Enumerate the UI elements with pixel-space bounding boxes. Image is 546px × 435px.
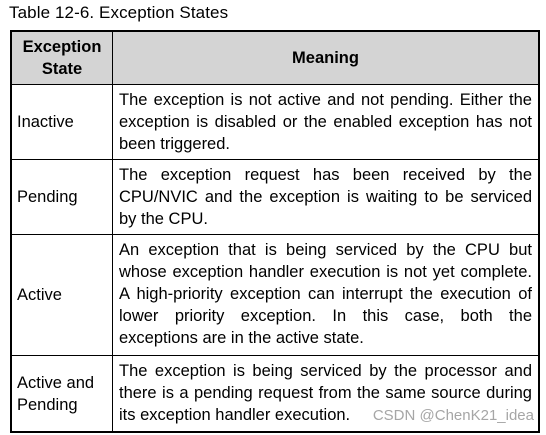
table-row [12,235,539,356]
state-line2: Pending [17,395,78,414]
meaning-cell: The exception request has been received by the CPU/NVIC and the exception is waiting to be serviced by the CPU. [113,160,539,235]
meaning-cell: An exception that is being serviced by the CPU but whose exception handler execution is not yet complete. A high-priority exception can interrupt the execution of lower priority exception. In this case, both the exceptions are in the active state. [113,235,539,356]
watermark: CSDN @ChenK21_idea [372,407,534,424]
table-header-row [12,32,539,85]
table-row [12,85,539,160]
header-state-line2: State [41,60,83,78]
meaning-cell: The exception is not active and not pending. Either the exception is disabled or the enabled exception has not been triggered. [113,85,539,160]
header-meaning: Meaning [113,32,539,85]
state-cell: Active [12,235,113,356]
header-exception-state [12,32,113,85]
header-state-line1: Exception [22,38,102,56]
exception-states-table [11,31,539,432]
state-cell: Pending [12,160,113,235]
meaning-cell: The exception is being serviced by the processor and there is a pending request from the same source during its exception handler execution. [113,356,539,432]
state-line1: Active and [17,373,95,392]
state-cell: Inactive [12,85,113,160]
table-row [12,160,539,235]
table-caption: Table 12-6. Exception States [9,3,229,22]
state-cell [12,356,113,432]
